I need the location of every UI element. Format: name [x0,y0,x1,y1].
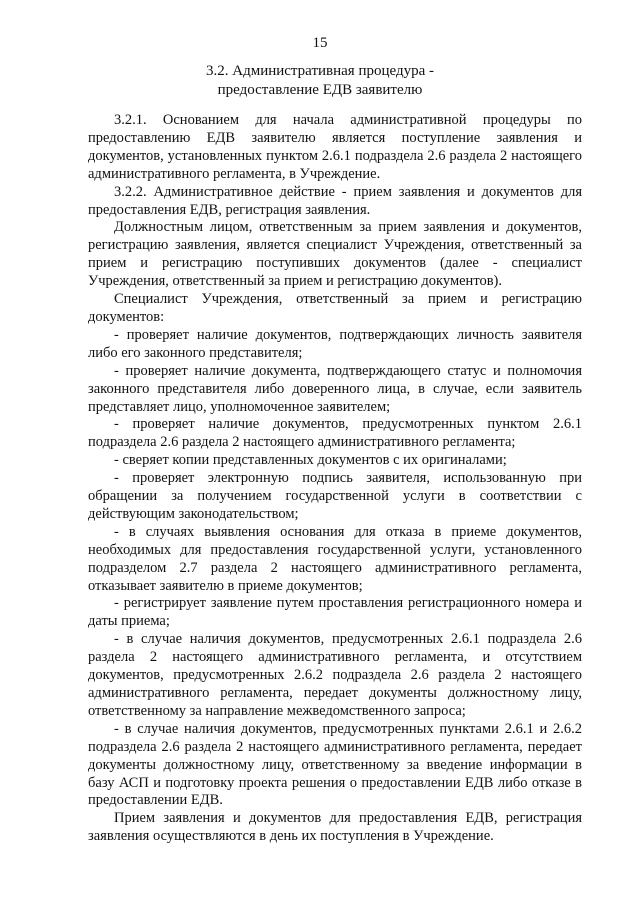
list-item-register-application: - регистрирует заявление путем проставления регистрационного номера и даты приема; [88,595,582,630]
paragraph-same-day-acceptance: Прием заявления и документов для предоставления ЕДВ, регистрация заявления осуществляются в день их поступления в Учреждение. [88,810,582,845]
list-item-check-signature: - проверяет электронную подпись заявителя, использованную при обращении за получением государственной услуги в соответствии с действующим законодательством; [88,470,582,522]
page-number: 15 [312,35,328,51]
section-heading-line-2: предоставление ЕДВ заявителю [217,82,423,98]
section-heading [0,62,640,100]
list-item-refuse-acceptance: - в случаях выявления основания для отказа в приеме документов, необходимых для предоставления государственной услуги, установленного подразделом 2.7 раздела 2 настоящего административного регламента, отказывает заявителю в приеме документов; [88,523,582,594]
paragraph-3-2-1: 3.2.1. Основанием для начала административной процедуры по предоставлению ЕДВ заявителю является поступление заявления и документов, установленных пунктом 2.6.1 подраздела 2.6 раздела 2 настоящего административного регламента, в Учреждение. [88,112,582,182]
list-item-verify-copies: - сверяет копии представленных документов с их оригиналами; [114,452,507,469]
list-item-interagency-request: - в случае наличия документов, предусмотренных 2.6.1 подраздела 2.6 раздела 2 настоящего административного регламента, и отсутствием документов, предусмотренных 2.6.2 подраздела 2.6 раздела 2 настоящего административного регламента, передает документы должностному лицу, ответственному за направление межведомственного запроса; [88,631,582,719]
list-item-transfer-to-asp: - в случае наличия документов, предусмотренных пунктами 2.6.1 и 2.6.2 подраздела 2.6 раздела 2 настоящего административного регламента, передает документы должностному лицу, ответственному за введение информации в базу АСП и подготовку проекта решения о предоставлении ЕДВ либо отказе в предоставлении ЕДВ. [88,720,582,809]
paragraph-specialist-duties-intro: Специалист Учреждения, ответственный за прием и регистрацию документов: [88,291,582,325]
paragraph-responsible-person: Должностным лицом, ответственным за прием заявления и документов, регистрацию заявления, является специалист Учреждения, ответственный за прием и регистрацию поступивших документов (далее - специалист Учреждения, ответственный за прием и регистрацию документов). [88,219,582,290]
body-text [88,112,582,846]
section-heading-line-1: 3.2. Административная процедура - [205,63,434,79]
list-item-check-documents: - проверяет наличие документов, предусмотренных пунктом 2.6.1 подраздела 2.6 раздела 2 настоящего административного регламента; [88,416,582,451]
paragraph-3-2-2: 3.2.2. Административное действие - прием заявления и документов для предоставления ЕДВ, регистрация заявления. [88,183,582,218]
list-item-check-identity: - проверяет наличие документов, подтверждающих личность заявителя либо его законного представителя; [88,326,582,361]
list-item-check-representative-status: - проверяет наличие документа, подтверждающего статус и полномочия законного представителя либо доверенного лица, в случае, если заявитель представляет лицо, уполномоченное заявителем; [88,362,582,415]
